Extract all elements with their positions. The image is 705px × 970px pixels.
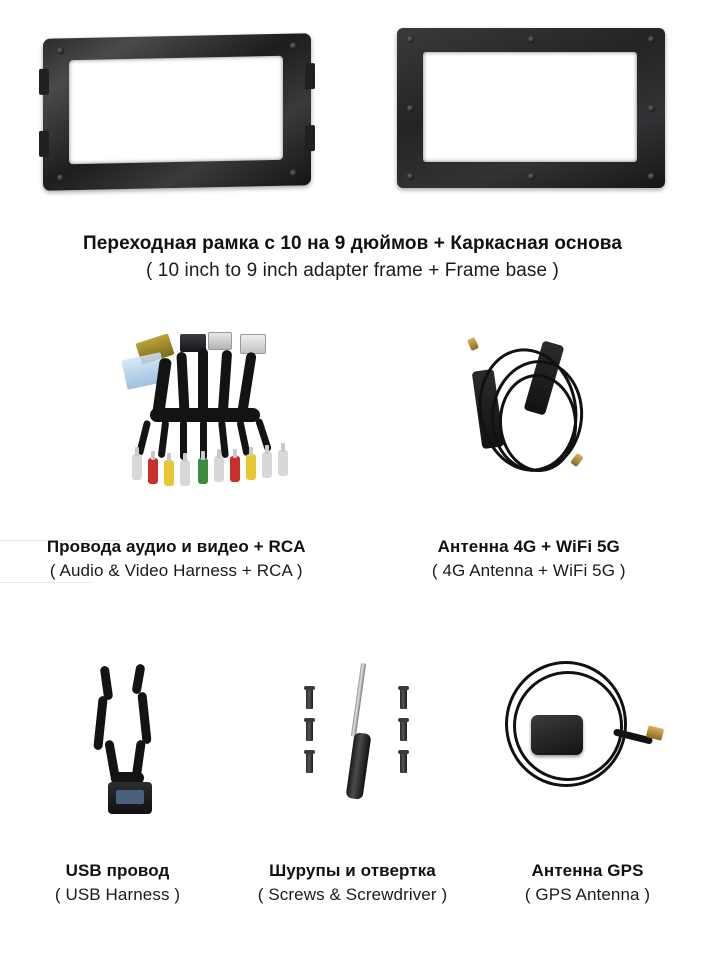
decorative-hairline bbox=[0, 540, 120, 541]
usb-caption-ru: USB провод bbox=[65, 861, 170, 880]
frames-caption bbox=[0, 231, 705, 285]
section-harness-antenna bbox=[0, 330, 705, 600]
harness-caption bbox=[0, 535, 353, 583]
usb-cable-icon bbox=[78, 660, 218, 835]
screws-caption-en: ( Screws & Screwdriver ) bbox=[257, 885, 448, 904]
section-frames bbox=[0, 18, 705, 298]
antenna4g-caption-ru: Антенна 4G + WiFi 5G bbox=[437, 537, 620, 556]
wiring-harness-rca-icon bbox=[120, 330, 320, 505]
antenna4g-caption bbox=[353, 535, 705, 583]
frame-base-icon bbox=[397, 28, 665, 188]
antenna4g-caption-en: ( 4G Antenna + WiFi 5G ) bbox=[431, 561, 626, 580]
usb-caption-en: ( USB Harness ) bbox=[54, 885, 181, 904]
harness-caption-en: ( Audio & Video Harness + RCA ) bbox=[49, 561, 303, 580]
gps-antenna-icon bbox=[495, 655, 675, 830]
frames-caption-en: ( 10 inch to 9 inch adapter frame + Frame base ) bbox=[146, 260, 559, 281]
section-accessories bbox=[0, 655, 705, 945]
decorative-hairline bbox=[0, 582, 92, 583]
screws-caption-ru: Шурупы и отвертка bbox=[269, 861, 436, 880]
frames-caption-ru: Переходная рамка с 10 на 9 дюймов + Каркасная основа bbox=[82, 233, 623, 254]
usb-caption bbox=[0, 859, 235, 907]
4g-wifi-antenna-icon bbox=[455, 330, 645, 505]
screws-caption bbox=[235, 859, 470, 907]
accessories-artwork bbox=[0, 655, 705, 835]
harness-caption-ru: Провода аудио и видео + RCA bbox=[46, 537, 306, 556]
gps-caption-ru: Антенна GPS bbox=[531, 861, 644, 880]
screwdriver-screws-icon bbox=[300, 655, 420, 830]
harness-antenna-artwork bbox=[0, 330, 705, 505]
frames-artwork bbox=[33, 18, 673, 193]
gps-caption bbox=[470, 859, 705, 907]
gps-caption-en: ( GPS Antenna ) bbox=[524, 885, 651, 904]
adapter-frame-icon bbox=[43, 33, 311, 191]
